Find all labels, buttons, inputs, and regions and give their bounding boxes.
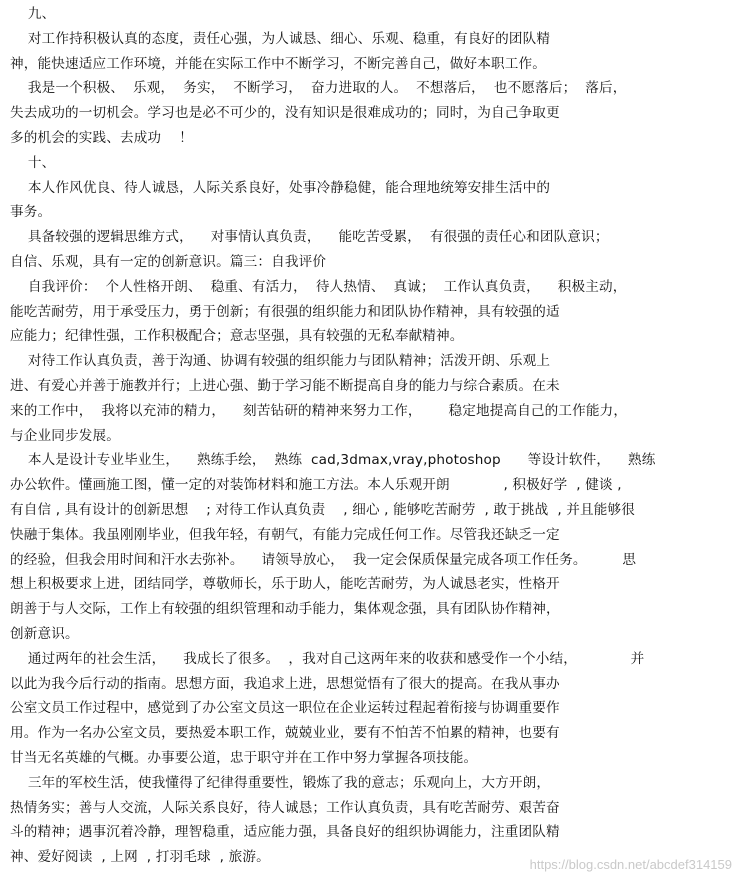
text-line: 来的工作中， 我将以充沛的精力， 刻苦钻研的精神来努力工作， 稳定地提高自己的工作能力， [10, 402, 628, 419]
text-line: 公室文员工作过程中，感觉到了办公室文员这一职位在企业运转过程起着衔接与协调重要作 [10, 700, 560, 717]
text-line: 自我评价： 个人性格开朗、 稳重、有活力， 待人热情、 真诚； 工作认真负责， 积极主动， [10, 278, 627, 295]
text-line: 甘当无名英雄的气概。办事要公道，忠于职守并在工作中努力掌握各项技能。 [10, 750, 478, 766]
text-line: 有自信 , 具有设计的创新思想 ; 对待工作认真负责 , 细心 , 能够吃苦耐劳 , 敢于挑战 , 并且能够很 [10, 502, 636, 518]
text-line: 办公软件。懂画施工图，懂一定的对装饰材料和施工方法。本人乐观开朗 , 积极好学 , 健谈 , [10, 477, 622, 494]
text-line: 与企业同步发展。 [10, 427, 120, 444]
text-line: 斗的精神；遇事沉着冷静，理智稳重，适应能力强，具备良好的组织协调能力，注重团队精 [10, 824, 560, 841]
text-line: 朗善于与人交际，工作上有较强的组织管理和动手能力，集体观念强，具有团队协作精神， [10, 601, 560, 618]
text-line: 能吃苦耐劳，用于承受压力，勇于创新；有很强的组织能力和团队协作精神，具有较强的适 [10, 303, 560, 320]
watermark-url: https://blog.csdn.net/abcdef314159 [529, 857, 732, 872]
text-line: 用。作为一名办公室文员，要热爱本职工作，兢兢业业，要有不怕苦不怕累的精神，也要有 [10, 725, 560, 742]
text-line: 热情务实；善与人交流，人际关系良好，待人诚恳；工作认真负责，具有吃苦耐劳、艰苦奋 [10, 799, 560, 816]
text-line: 三年的军校生活，使我懂得了纪律得重要性，锻炼了我的意志；乐观向上，大方开朗， [10, 774, 551, 791]
text-line: 具备较强的逻辑思维方式， 对事情认真负责， 能吃苦受累， 有很强的责任心和团队意识； [10, 229, 609, 246]
text-line: 的经验，但我会用时间和汗水去弥补。 请领导放心， 我一定会保质保量完成各项工作任务。 思 [10, 551, 637, 568]
text-line: 对待工作认真负责，善于沟通、协调有较强的组织能力与团队精神；活泼开朗、乐观上 [10, 353, 551, 370]
text-line: 进、有爱心并善于施教并行；上进心强、勤于学习能不断提高自身的能力与综合素质。在未 [10, 378, 560, 394]
text-line: 神、爱好阅读 , 上网 , 打羽毛球 , 旅游。 [10, 849, 270, 866]
text-line: 我是一个积极、 乐观， 务实， 不断学习， 奋力进取的人。 不想落后， 也不愿落后； 落后， [10, 80, 627, 97]
text-line: 创新意识。 [10, 626, 79, 642]
text-line: 多的机会的实践、去成功 ！ [10, 130, 193, 146]
text-line: 本人作风优良、待人诚恳，人际关系良好，处事冷静稳健，能合理地统筹安排生活中的 [10, 179, 551, 196]
text-line: 应能力；纪律性强，工作积极配合；意志坚强，具有较强的无私奉献精神。 [10, 328, 464, 345]
text-line: 自信、乐观，具有一定的创新意识。篇三：自我评价 [10, 254, 327, 270]
text-line: 通过两年的社会生活， 我成长了很多。 ，我对自己这两年来的收获和感受作一个小结， 并 [10, 650, 645, 667]
text-line: 以此为我今后行动的指南。思想方面，我追求上进，思想觉悟有了很大的提高。在我从事办 [10, 675, 560, 692]
text-line: 失去成功的一切机会。学习也是必不可少的，没有知识是很难成功的；同时，为自己争取更 [10, 105, 560, 122]
text-line: 对工作持积极认真的态度，责任心强，为人诚恳、细心、乐观、稳重，有良好的团队精 [10, 30, 551, 47]
text-line: 九、 [10, 6, 56, 22]
text-line: 快融于集体。我虽刚刚毕业，但我年轻，有朝气，有能力完成任何工作。尽管我还缺乏一定 [10, 526, 560, 543]
text-line: 十、 [10, 154, 56, 171]
text-line: 本人是设计专业毕业生， 熟练手绘， 熟练 cad,3dmax,vray,photoshop 等设计软件， 熟练 [10, 452, 656, 469]
text-line: 神，能快速适应工作环境，并能在实际工作中不断学习，不断完善自己，做好本职工作。 [10, 55, 547, 72]
text-line: 事务。 [10, 204, 52, 221]
text-line: 想上积极要求上进，团结同学，尊敬师长，乐于助人，能吃苦耐劳，为人诚恳老实，性格开 [10, 576, 560, 593]
